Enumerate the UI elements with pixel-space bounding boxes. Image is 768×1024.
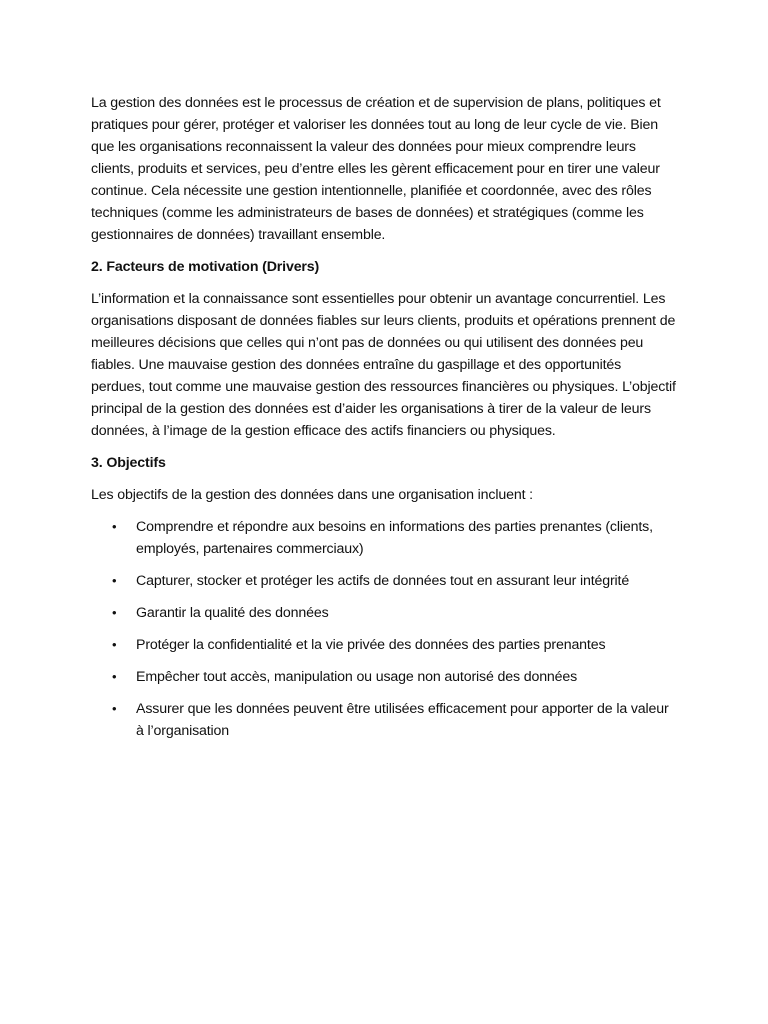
list-item-text: Garantir la qualité des données <box>136 605 329 621</box>
section-heading-objectives: 3. Objectifs <box>91 455 166 471</box>
document-page <box>91 92 677 752</box>
bullet-icon: • <box>112 669 117 684</box>
bullet-icon: • <box>112 637 117 652</box>
list-item <box>91 516 677 560</box>
list-item <box>91 698 677 742</box>
list-item <box>91 666 677 688</box>
section-heading-drivers: 2. Facteurs de motivation (Drivers) <box>91 259 320 275</box>
list-item-text: Assurer que les données peuvent être utilisées efficacement pour apporter de la valeur à l’organisation <box>136 701 669 739</box>
list-item-text: Capturer, stocker et protéger les actifs de données tout en assurant leur intégrité <box>136 573 630 589</box>
list-item <box>91 602 677 624</box>
intro-paragraph: La gestion des données est le processus de création et de supervision de plans, politiques et pratiques pour gérer, protéger et valoriser les données tout au long de leur cycle de vie. Bien que les organisations reconnaissent la valeur des données pour mieux comprendre leurs clients, produits et services, peu d’entre elles les gèrent efficacement pour en tirer une valeur continue. Cela nécessite une gestion intentionnelle, planifiée et coordonnée, avec des rôles techniques (comme les administrateurs de bases de données) et stratégiques (comme les gestionnaires de données) travaillant ensemble. <box>91 95 661 243</box>
list-item <box>91 570 677 592</box>
list-item-text: Empêcher tout accès, manipulation ou usage non autorisé des données <box>136 669 578 685</box>
list-item <box>91 634 677 656</box>
list-item-text: Protéger la confidentialité et la vie privée des données des parties prenantes <box>136 637 606 653</box>
bullet-icon: • <box>112 573 117 588</box>
drivers-paragraph: L’information et la connaissance sont essentielles pour obtenir un avantage concurrentiel. Les organisations disposant de données fiables sur leurs clients, produits et opérations prennent de meilleures décisions que celles qui n’ont pas de données ou qui utilisent des données peu fiables. Une mauvaise gestion des données entraîne du gaspillage et des opportunités perdues, tout comme une mauvaise gestion des ressources financières ou physiques. L’objectif principal de la gestion des données est d’aider les organisations à tirer de la valeur de leurs données, à l’image de la gestion efficace des actifs financiers ou physiques. <box>91 291 676 439</box>
objectives-list <box>91 516 677 742</box>
objectives-intro: Les objectifs de la gestion des données dans une organisation incluent : <box>91 487 533 503</box>
list-item-text: Comprendre et répondre aux besoins en informations des parties prenantes (clients, employés, partenaires commerciaux) <box>136 519 653 557</box>
bullet-icon: • <box>112 519 117 534</box>
bullet-icon: • <box>112 605 117 620</box>
bullet-icon: • <box>112 701 117 716</box>
